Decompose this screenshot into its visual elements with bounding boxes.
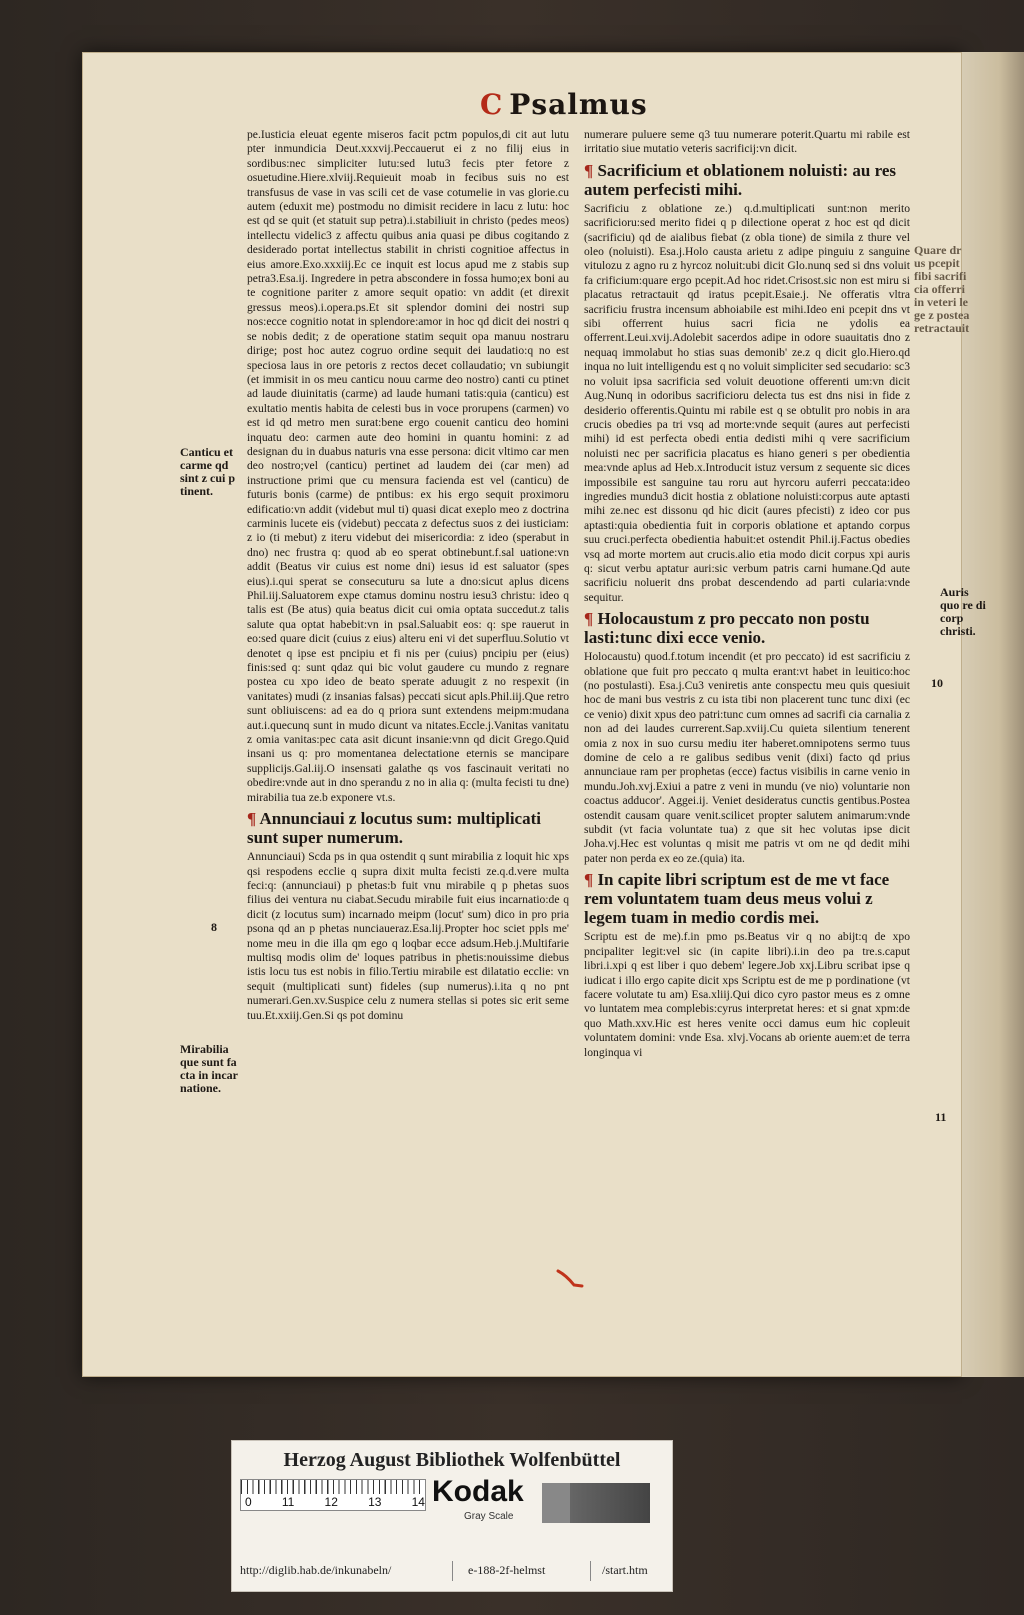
margin-note-right-2: Auris quo re di corp christi. [940, 585, 986, 638]
url-end: /start.htm [602, 1563, 648, 1577]
gray-swatch [542, 1483, 570, 1523]
ruler-number: 0 [245, 1495, 252, 1509]
pilcrow-icon: ¶ [584, 160, 594, 180]
left-paragraph-2: Annunciaui) Scda ps in qua ostendit q sunt mirabilia z loquit hic xps qsi respodens ecclie q supra dixit multa fecisti ze.q.d.vere multa feci:q: (annunciaui) p phetas:b fuit vnu mirabile q p phetas suos filius dei ventura nu ciabat.Secudu mirabile fuit eius incarnatio:de q dicit (z locutus sum) incarnado meipm (locut' sum) dico in pro pria psona qd an p phetas nunciaueraz.Esa.lij.Propter hoc sciet ppls me' nome meu in die illa qm ego q loqbar ecce adsum.Heb.j.Multifarie multisq modis olim de' loques patribus in phetis:nouissime diebus istis locu tus est nobis in filio.Tertiu mirabile est dilatatio ecclie: vn sequit (multiplicati sunt) fideles (sup numerus).i.ita q no pnt numerari.Gen.xv.Suspice celu z numera stellas si potes sic erit seme tuu.Et.xxiij.Gen.Si qs pot dominu [247, 850, 569, 1022]
right-verse-heading-2-text: Holocaustum z pro peccato non postu lasti:tunc dixi ecce venio. [584, 609, 870, 648]
left-verse-heading-text: Annunciaui z locutus sum: multiplicati sunt super numerum. [247, 809, 541, 848]
running-header [480, 88, 700, 124]
margin-note-left-1: Canticu et carme qd sint z cui p tinent. [180, 445, 236, 498]
ruler-number: 13 [368, 1495, 382, 1509]
url-divider [452, 1561, 453, 1581]
right-text-column [584, 128, 910, 1312]
right-verse-heading-1-text: Sacrificium et oblationem noluisti: au res autem perfecisti mihi. [584, 160, 897, 199]
kodak-logo: Kodak [432, 1475, 524, 1508]
right-paragraph-4: Scriptu est de me).f.in pmo ps.Beatus vir q no abijt:q de xpo pncipaliter legit:vel sic (in capite libri).i.in deo pa tre.s.caput libri.i.xpi q est liber i quo debem' legere.Job xxj.Libru scribat ipse q iudicat i illo ergo capite dicit xps Scriptu est de me p pordinatione (vt facere volutate tu am) Esa.xliij.Qui dico cyro pastor meus es z omne vo luntatem mea complebis:cyrus interpretat heres: et si gnat xpm:de quo Math.xxv.Hic est heres venite occi damus eum hic copleuit voluntatem domini: vnde Esa. xlvj.Vocans ab oriente auem:et de terra longinqua vi [584, 930, 910, 1059]
url-divider [590, 1561, 591, 1581]
url-shelfmark: e-188-2f-helmst [468, 1563, 546, 1577]
gray-scale-label: Gray Scale [464, 1511, 514, 1522]
ruler-number: 14 [411, 1495, 425, 1509]
scale-ruler [240, 1479, 426, 1511]
pilcrow-icon: ¶ [247, 809, 257, 829]
header-title: Psalmus [509, 88, 648, 121]
pilcrow-icon: ¶ [584, 609, 594, 629]
right-verse-heading-3 [584, 870, 910, 927]
right-verse-heading-2 [584, 609, 910, 647]
ruler-ticks [241, 1480, 425, 1494]
card-title: Herzog August Bibliothek Wolfenbüttel [283, 1449, 621, 1471]
margin-note-right-1: Quare dr us pcepit fibi sacrifi cia offerri in veteri le ge z postea retractauit [914, 243, 970, 335]
margin-number-1: 10 [931, 676, 943, 690]
margin-number-3: 11 [935, 1110, 947, 1124]
ruler-number: 11 [281, 1495, 295, 1509]
gray-bar [570, 1483, 650, 1523]
library-color-card [231, 1440, 673, 1592]
right-paragraph-1: numerare puluere seme q3 tuu numerare poterit.Quartu mi rabile est irritatio siue mutatio veteris sacrificij:vn dicit. [584, 128, 910, 156]
ruler-numbers [245, 1495, 425, 1509]
ruler-number: 12 [324, 1495, 338, 1509]
url-row [240, 1561, 664, 1581]
right-paragraph-2: Sacrificiu z oblatione ze.) q.d.multiplicati sunt:non merito sacrificioru:sed merito fidei q p dilectione operat z hoc est qd dicit (sacrificiu) qd de aialibus fiebat (z obla tione) de simila z thure vel oleo (noluisti). Esa.j.Holo causta arietu z adipe pinguiu z sanguine vitulozu z agno ru z hyrcoz noluit:ubi dicit Glo.nunq sed si dns voluit fa crificium:quare ergo pcepit.Ad hoc ridet.Crisost.sic non est miru si placatus retractauit qd iratus pcepit.Esaie.j. Ne offeratis vltra sacrificiu frustra incensum abhoiabile est mihi.Ideo eni pcepit dns vt sibi offerrent huius sacri ficia ne ydolis ea offerrent.Leui.xvij.Adolebit sacerdos adipe in odore suauitatis dno z nequaq immolabut ho stias suas demonib' ze.z q dicit glo.Hiero.qd inqua no luit intelligendu est q no voluit simpliciter sed secudario: sc3 no voluit ipsa sacrificia sed voluit deuotione offerenti um:vn dicit Aug.Nunq in odoribus sacrificioru delecta tus est dns nisi in fide z desiderio offerentis.Quintu mi rabile est q se obtulit pro nobis in ara crucis obedies pa tri vsq ad morte:vnde sequit (aures aut perfecisti mihi) id est perfecta obedi entia dedisti mihi q vere sacrificium noluisti nec per sacrificia placatus es hiano generi s per obedientia mea:vnde aplus ad Heb.x.Introducit istuz versum z sequente sic dices impossibile est sanguine tau roru aut hyrcoru auferri peccata:ideo ingredies mundu3 dicit hostia z oblatione noluisti:corpus aute aptasti mihi ze.nec est dissonu qd hic dicit (aures pfecisti) z ideo cor pus aptasti:quia obedientia fuit in corporis oblatione et aptando corpus suu cruci.perfecta obedientia habuit:et ostendit Phil.ij.Factus obedies vsq ad morte mortem aut crucis.alio etia modo dicit corpus xpi auris q: sicut verbu aptatur auri:sic verbum patris carni humane.Qd aute sacrificiu noluerit dns probat descendendo ad parti cularia:vnde sequitur. [584, 201, 910, 604]
right-verse-heading-1 [584, 161, 910, 199]
red-ink-mark [556, 1268, 586, 1290]
right-paragraph-3: Holocaustu) quod.f.totum incendit (et pro peccato) id est sacrificiu z oblatione que fuit pro peccato q multa erant:vt habet in leuitico:hoc (no postulasti). Esa.j.Cu3 veniretis ante conspectu meu quis quesiuit hoc de mani bus vestris z cu ista tibi non placerent tunc tunc dixi (ec ce venio) dixit xpus deo patri:tunc cum omnes ad sacrifi cia carnalia z non ad dei laudes currerent.Sap.xviij.Cu quieta silentium tenerent omia z nox in suo cursu mediu iter haberet.omnipotens sermo tuus domine de celo a re galibus sedibus venit (dixi) facto qd prius annunciaue ram per prophetas (ecce) factus visibilis in carne venio in mundu.Joh.xvj.Exiui a patre z veni in mundu (ve nio) voluntarie non coactus adducor'. Aggei.ij. Veniet desideratus cunctis gentibus.Postea ostendit causam quare venit.scilicet propter salutem animarum:vnde subdit (vt facia voluntate tua) z que sit hec volutas ipse dicit Joha.vj.Hec est voluntas q misit me patris vt om ne qd dedit mihi pater non perda ex eo ze.(quia) ita. [584, 650, 910, 865]
pilcrow-icon: ¶ [584, 870, 594, 890]
margin-number-2: 8 [211, 920, 217, 934]
left-verse-heading [247, 809, 569, 847]
header-pilcrow: C [480, 88, 504, 121]
left-paragraph-1: pe.Iusticia eleuat egente miseros facit pctm populos,di cit aut lutu pter inmundicia Deut.xxxvij.Peccauerut ei z no filij eius in sordibus:nec simpliciter lutu:sed lutu3 fecis pter fetore z osuetudine.Hiere.xlviij.Requieuit moab in fecibus suis no est transfusus de vase in vas scili cet de vase cotumelie in vas glorie.cu autem (eduxit me) postmodu no dimisit recidere in lacu z lutu: hoc est qd se quit (et statuit sup petra).i.stabiliuit in christo (pedes meos) intellectu videlic3 z affectu quibus ania quasi pe dibus cogitando z desiderado portat intellectus stabilit in christi cognitioe affectus in eius amore.Exo.xxxiij.Ec ce inquit est locus apud me z stabis sup petra3.Esa.ij. Ingredere in petra abscondere in fossa humo;ex boni au te cognitione pariter z amore sequit opatio: vn addit (et direxit gressus meos).i.opera.ps.Et sit splendor domini dei nostri sup nos:ecce cognitio notat in splendore:amor in hoc qd dicit dei nostri q se nobis dedit; z de operatione statim sequit opa manuu nostraru dirige; post hoc autez cogruo ordine sequit dei laudatio:q no est speciosa laus in ore petoris z rectos decet collaudatio; vn subiungit (et immisit in os meu canticu nouu carme deo nostro) canti cu ptinet ad laude diuinitatis (carme) ad laude humani tatis:quia (canticu) est exultatio mentis habita de celesti bus in voce prorupens (carmen) vo est id qd metro men surat:bene ergo couenit canticu deo homini inquatu deo: carmen aute deo homini in quantu homini: z ad designan du in duabus naturis vna esse persona: dicit vltimo car men deo nostro;vel (canticu) pertinet ad laudem dei (car men) ad instructione primi que cu mensura facienda est vel (canticu) de futuris bonis (carme) de pntibus: ex his ergo sequit proximoru edificatio:vn addit (videbut mul ti) quasi dicat exeplo meo z doctrina carminis lucete eis (videbut) peccata z defectus suos z dei iusticiam: z io (ti mebut) z iteru videbut dei misericordia: z ideo (sperabut in dno) nec frustra q: quod ab eo sperat obtinebunt.f.sal uatione:vn addit (Beatus vir cuius est nome dni) iesus id est saluator (spes eius).i.qui sperat se consecuturu sa lute a dno:sicut aplus dicens Phil.iij.Saluatorem expe ctamus dominu nostru iesu3 christu: ideo q talis est (Be atus) quia beatus dicit cui omia optata succedut.z talis salute qua optat habebit:vn in psal.Saluabit eos: q: spe rauerut in eo:sed quare dicit (cuius z eius) alteru eni vi det superfluu.Solutio vt denotet q ipse est pncipiu et fi nis per (cuius) pncipiu per (eius) finis:sed q: sunt qdaz qui bic volut gaudere cu mundo z regnare postea cu xpo ideo de beato sperate aduugit z no respexit (in vanitates) mudi (z insanias falsas) peccati sicut apls.Phil.iij.Que retro sunt obliuiscens: ad ea do q priora sunt extendens meipm:mudana aut.i.quecunq sunt in mudo dicunt va nitates.Eccle.j.Vanitas vanitatu z omia vanitas:pec cata asit dicunt insanie:vnn qd dicit Grego.Quid insani us q: pro momentanea delectatione eternis se mancipare supplicijs.Gal.iij.O insensati galathe qs vos fascinauit veritati no obedire:vnde aut in dno sperandu z no in alia q: (multa fecisti tu dne) mirabilia tua ze.b exponere vt.s. [247, 128, 569, 804]
right-verse-heading-3-text: In capite libri scriptum est de me vt face rem voluntatem tuam deus meus volui z legem tuam in medio cordis mei. [584, 870, 890, 928]
url-base: http://diglib.hab.de/inkunabeln/ [240, 1563, 392, 1577]
margin-note-left-2: Mirabilia que sunt fa cta in incar natione. [180, 1042, 238, 1095]
left-text-column [247, 128, 569, 1312]
